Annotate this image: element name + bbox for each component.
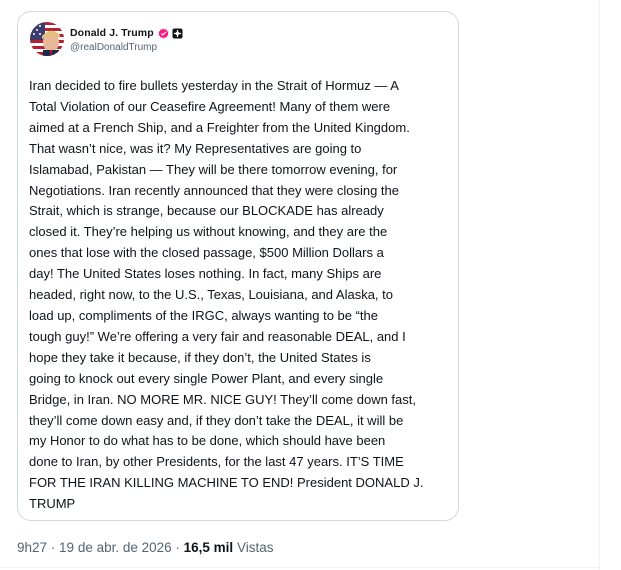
post-text-line: done to Iran, by other Presidents, for the last 47 years. IT’S TIME	[29, 454, 404, 470]
post-text-line: That wasn’t nice, was it? My Representatives are going to	[29, 140, 362, 156]
post-text-line: hope they take it because, if they don’t, the United States is	[29, 349, 371, 365]
author-name-row[interactable]	[70, 25, 183, 41]
post-text-line: TRUMP	[29, 496, 76, 512]
meta-separator: ·	[171, 540, 184, 555]
post-text-line: Bridge, in Iran. NO MORE MR. NICE GUY! They’ll come down fast,	[29, 391, 416, 407]
post-text-line: ones that lose with the closed passage, $500 Million Dollars a	[29, 245, 384, 261]
flag-avatar-icon	[30, 22, 64, 56]
post-text-line: day! The United States loses nothing. In fact, many Ships are	[29, 266, 382, 282]
post-text-line: closed it. They’re helping us without knowing, and they are the	[29, 224, 388, 240]
post-text-line: aimed at a French Ship, and a Freighter from the United Kingdom.	[29, 119, 410, 135]
post-text-line: tough guy!” We’re offering a very fair and reasonable DEAL, and I	[29, 328, 406, 344]
post-text-line: FOR THE IRAN KILLING MACHINE TO END! President DONALD J.	[29, 475, 424, 491]
post-text	[29, 76, 457, 515]
author-display-name[interactable]: Donald J. Trump	[70, 27, 154, 39]
post-text-line: Negotiations. Iran recently announced that they were closing the	[29, 182, 400, 198]
post-text-line: Islamabad, Pakistan — They will be there tomorrow evening, for	[29, 161, 398, 177]
timeline-right-divider	[599, 0, 600, 570]
post-text-line: load up, compliments of the IRGC, always wanting to be “the	[29, 307, 379, 323]
post-text-line: Strait, which is strange, because our BLOCKADE has already	[29, 203, 384, 219]
post-text-line: Total Violation of our Ceasefire Agreement! Many of them were	[29, 98, 391, 114]
post-time[interactable]: 9h27	[17, 540, 48, 555]
post-text-line: my Honor to do what has to be done, which should have been	[29, 433, 386, 449]
views-count: 16,5 mil	[183, 540, 234, 555]
verified-badge-icon[interactable]	[158, 28, 169, 39]
post-text-line: Iran decided to fire bullets yesterday in the Strait of Hormuz — A	[29, 78, 399, 93]
author-handle[interactable]: @realDonaldTrump	[70, 42, 158, 53]
post-text-line: they’ll come down easy and, if they don’t take the DEAL, it will be	[29, 412, 404, 428]
post-text-line: going to knock out every single Power Plant, and every single	[29, 370, 384, 386]
affiliation-badge-icon[interactable]	[172, 28, 183, 39]
quoted-post-card[interactable]	[17, 11, 459, 521]
post-bottom-divider	[0, 567, 600, 568]
post-text-line: headed, right now, to the U.S., Texas, Louisiana, and Alaska, to	[29, 287, 393, 303]
views-label: Vistas	[236, 540, 274, 555]
author-avatar[interactable]	[30, 22, 64, 56]
meta-separator: ·	[47, 540, 60, 555]
post-meta	[17, 540, 273, 555]
post-date[interactable]: 19 de abr. de 2026	[59, 540, 172, 555]
